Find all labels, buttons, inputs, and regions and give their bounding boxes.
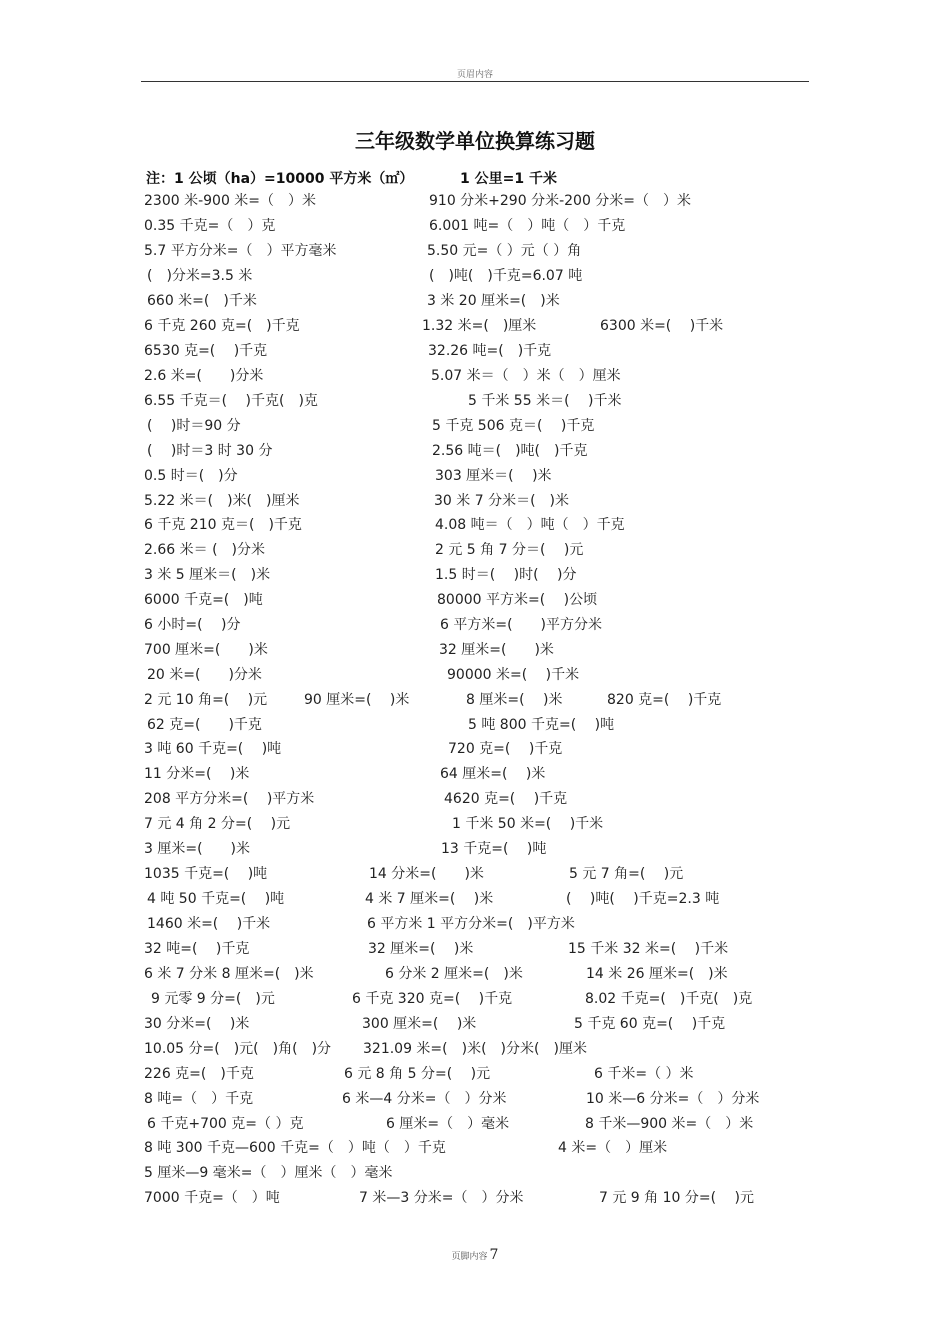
page-number: 7 xyxy=(489,1247,499,1263)
exercise-item: ( )时＝90 分 xyxy=(147,418,241,434)
exercise-item: 0.35 千克=（ ）克 xyxy=(144,218,276,234)
exercise-item: 6 小时=( )分 xyxy=(144,617,241,633)
exercise-row xyxy=(0,690,950,710)
exercise-row xyxy=(0,491,950,511)
exercise-item: 32 厘米=( )米 xyxy=(439,642,554,658)
exercise-row xyxy=(0,914,950,934)
exercise-item: 0.5 时＝( )分 xyxy=(144,468,238,484)
exercise-row xyxy=(0,1114,950,1134)
exercise-item: 4 米 7 厘米=( )米 xyxy=(365,891,494,907)
header-rule xyxy=(141,81,809,82)
note-kilometer: 1 公里=1 千米 xyxy=(460,171,557,187)
exercise-item: 32 吨=( )千克 xyxy=(144,941,250,957)
exercise-row xyxy=(0,191,950,211)
exercise-item: 4620 克=( )千克 xyxy=(444,791,568,807)
exercise-item: 4 吨 50 千克=( )吨 xyxy=(147,891,285,907)
exercise-item: 5 元 7 角=( )元 xyxy=(569,866,684,882)
exercise-row xyxy=(0,241,950,261)
exercise-item: 1035 千克=( )吨 xyxy=(144,866,268,882)
exercise-row xyxy=(0,391,950,411)
exercise-item: 6 千克 320 克=( )千克 xyxy=(352,991,513,1007)
footer-text: 页脚内容 xyxy=(451,1252,488,1262)
exercise-item: 8 吨=（ ）千克 xyxy=(144,1091,254,1107)
exercise-item: 6.55 千克＝( )千克( )克 xyxy=(144,393,318,409)
exercise-item: 5.50 元=（ ）元（ ）角 xyxy=(427,243,582,259)
exercise-row xyxy=(0,839,950,859)
exercise-row xyxy=(0,266,950,286)
exercise-item: 7 米—3 分米=（ ）分米 xyxy=(359,1190,524,1206)
exercise-row xyxy=(0,1138,950,1158)
exercise-item: 6 千米=（ ）米 xyxy=(594,1066,694,1082)
exercise-item: 660 米=( )千米 xyxy=(147,293,257,309)
exercise-item: 8 厘米=( )米 xyxy=(466,692,563,708)
exercise-item: 90000 米=( )千米 xyxy=(447,667,580,683)
exercise-item: 2 元 5 角 7 分＝( )元 xyxy=(435,542,584,558)
exercise-item: 6000 千克=( )吨 xyxy=(144,592,263,608)
exercise-row xyxy=(0,366,950,386)
exercise-item: 4 米=（ ）厘米 xyxy=(558,1140,668,1156)
exercise-row xyxy=(0,590,950,610)
exercise-row xyxy=(0,715,950,735)
exercise-row xyxy=(0,964,950,984)
exercise-item: 6.001 吨=（ ）吨（ ）千克 xyxy=(429,218,626,234)
exercise-item: 2.6 米=( )分米 xyxy=(144,368,264,384)
exercise-item: 2.66 米＝ ( )分米 xyxy=(144,542,265,558)
page-footer xyxy=(0,1244,950,1263)
exercise-row xyxy=(0,764,950,784)
exercise-item: 13 千克=( )吨 xyxy=(441,841,547,857)
exercise-item: 6 千克+700 克=（ ）克 xyxy=(147,1116,304,1132)
exercise-item: 32 厘米=( )米 xyxy=(368,941,474,957)
exercise-row xyxy=(0,1089,950,1109)
exercise-row xyxy=(0,789,950,809)
exercise-row xyxy=(0,1064,950,1084)
exercise-row xyxy=(0,665,950,685)
exercise-item: 6 千克 210 克＝( )千克 xyxy=(144,517,302,533)
exercise-item: 2.56 吨＝( )吨( )千克 xyxy=(432,443,588,459)
exercise-item: 5 千克 60 克=( )千克 xyxy=(574,1016,726,1032)
exercise-item: 7 元 4 角 2 分=( )元 xyxy=(144,816,291,832)
exercise-item: 4.08 吨＝（ ）吨（ ）千克 xyxy=(435,517,625,533)
exercise-row xyxy=(0,565,950,585)
exercise-row xyxy=(0,989,950,1009)
exercise-item: 7000 千克=（ ）吨 xyxy=(144,1190,280,1206)
exercise-item: 6 平方米=( )平方分米 xyxy=(440,617,603,633)
exercise-item: 6 米—4 分米=（ ）分米 xyxy=(342,1091,507,1107)
note-hectare: 注：1 公顷（ha）=10000 平方米（㎡） xyxy=(146,171,414,187)
exercise-row xyxy=(0,1014,950,1034)
exercise-row xyxy=(0,341,950,361)
exercise-row xyxy=(0,416,950,436)
exercise-item: 5 厘米—9 毫米=（ ）厘米（ ）毫米 xyxy=(144,1165,393,1181)
exercise-item: 5 千克 506 克＝( )千克 xyxy=(432,418,595,434)
exercise-item: 20 米=( )分米 xyxy=(147,667,262,683)
exercise-row xyxy=(0,640,950,660)
exercise-item: 32.26 吨=( )千克 xyxy=(428,343,552,359)
exercise-item: 6 米 7 分米 8 厘米=( )米 xyxy=(144,966,314,982)
exercise-item: 14 分米=( )米 xyxy=(369,866,484,882)
exercise-row xyxy=(0,814,950,834)
exercise-item: 5.22 米＝( )米( )厘米 xyxy=(144,493,300,509)
exercise-row xyxy=(0,1188,950,1208)
exercise-item: 15 千米 32 米=( )千米 xyxy=(568,941,729,957)
exercise-row xyxy=(0,939,950,959)
exercise-item: 8.02 千克=( )千克( )克 xyxy=(585,991,753,1007)
exercise-item: 5 吨 800 千克=( )吨 xyxy=(468,717,615,733)
exercise-item: 6 千克 260 克=( )千克 xyxy=(144,318,300,334)
exercise-row xyxy=(0,540,950,560)
exercise-item: 30 米 7 分米＝( )米 xyxy=(434,493,569,509)
exercise-item: 910 分米+290 分米-200 分米=（ ）米 xyxy=(429,193,692,209)
exercise-item: 226 克=( )千克 xyxy=(144,1066,254,1082)
exercise-row xyxy=(0,615,950,635)
exercise-item: 300 厘米=( )米 xyxy=(362,1016,477,1032)
exercise-item: 10 米—6 分米=（ ）分米 xyxy=(586,1091,760,1107)
exercise-row xyxy=(0,441,950,461)
exercise-row xyxy=(0,216,950,236)
exercise-item: 700 厘米=( )米 xyxy=(144,642,268,658)
exercise-item: 208 平方分米=( )平方米 xyxy=(144,791,315,807)
exercise-row xyxy=(0,316,950,336)
exercise-row xyxy=(0,466,950,486)
exercise-row xyxy=(0,864,950,884)
exercise-item: 64 厘米=( )米 xyxy=(440,766,546,782)
exercise-row xyxy=(0,739,950,759)
exercise-item: 3 米 20 厘米=( )米 xyxy=(427,293,560,309)
exercise-item: 3 米 5 厘米＝( )米 xyxy=(144,567,271,583)
exercise-item: 10.05 分=( )元( )角( )分 xyxy=(144,1041,332,1057)
exercise-item: ( )分米=3.5 米 xyxy=(147,268,253,284)
exercise-item: 1460 米=( )千米 xyxy=(147,916,271,932)
exercise-item: 90 厘米=( )米 xyxy=(304,692,410,708)
exercise-item: 14 米 26 厘米=( )米 xyxy=(586,966,728,982)
page-title: 三年级数学单位换算练习题 xyxy=(355,129,595,153)
exercise-item: 720 克=( )千克 xyxy=(448,741,563,757)
exercise-row xyxy=(0,889,950,909)
exercise-item: ( )吨( )千克=2.3 吨 xyxy=(566,891,720,907)
exercise-item: 5 千米 55 米＝( )千米 xyxy=(468,393,622,409)
exercise-item: 8 千米—900 米=（ ）米 xyxy=(585,1116,754,1132)
exercise-item: 6 分米 2 厘米=( )米 xyxy=(385,966,523,982)
exercise-item: 7 元 9 角 10 分=( )元 xyxy=(599,1190,754,1206)
exercise-item: 1.5 时＝( )时( )分 xyxy=(435,567,577,583)
exercise-item: 80000 平方米=( )公顷 xyxy=(437,592,598,608)
exercise-item: 5.7 平方分米=（ ）平方毫米 xyxy=(144,243,337,259)
page-header-text: 页眉内容 xyxy=(456,70,493,80)
exercise-item: 62 克=( )千克 xyxy=(147,717,262,733)
exercise-item: 3 厘米=( )米 xyxy=(144,841,251,857)
exercise-item: 11 分米=( )米 xyxy=(144,766,250,782)
exercise-item: 8 吨 300 千克—600 千克=（ ）吨（ ）千克 xyxy=(144,1140,446,1156)
exercise-item: 820 克=( )千克 xyxy=(607,692,722,708)
exercise-item: 6 平方米 1 平方分米=( )平方米 xyxy=(367,916,575,932)
exercise-row xyxy=(0,291,950,311)
exercise-item: 2 元 10 角=( )元 xyxy=(144,692,268,708)
exercise-item: ( )吨( )千克=6.07 吨 xyxy=(429,268,583,284)
exercise-item: 5.07 米＝（ ）米（ ）厘米 xyxy=(431,368,621,384)
exercise-item: 3 吨 60 千克=( )吨 xyxy=(144,741,282,757)
exercise-row xyxy=(0,1039,950,1059)
exercise-item: 1.32 米=( )厘米 xyxy=(422,318,537,334)
exercise-item: 6300 米=( )千米 xyxy=(600,318,724,334)
exercise-item: 2300 米-900 米=（ ）米 xyxy=(144,193,317,209)
exercise-item: 1 千米 50 米=( )千米 xyxy=(452,816,604,832)
exercise-item: 6 厘米=（ ）毫米 xyxy=(386,1116,510,1132)
exercise-item: 321.09 米=( )米( )分米( )厘米 xyxy=(363,1041,587,1057)
exercise-item: 9 元零 9 分=( )元 xyxy=(151,991,275,1007)
exercise-item: 6 元 8 角 5 分=( )元 xyxy=(344,1066,491,1082)
exercise-row xyxy=(0,515,950,535)
exercise-row xyxy=(0,1163,950,1183)
exercise-item: 303 厘米＝( )米 xyxy=(435,468,552,484)
exercise-item: 6530 克=( )千克 xyxy=(144,343,268,359)
exercise-item: ( )时＝3 时 30 分 xyxy=(147,443,273,459)
exercise-item: 30 分米=( )米 xyxy=(144,1016,250,1032)
